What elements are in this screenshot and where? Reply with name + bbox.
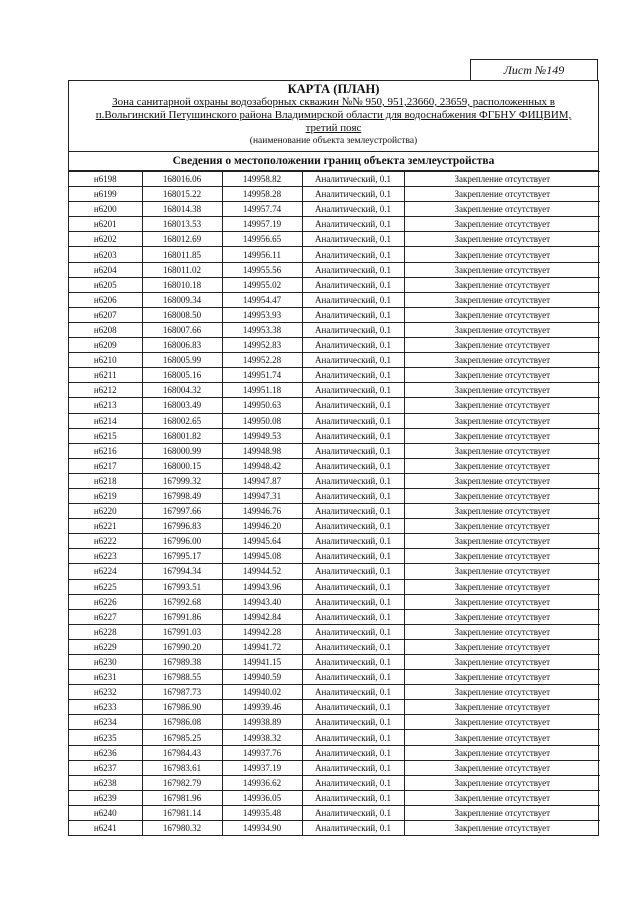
cell-coord-x: 167989.38: [142, 655, 222, 670]
cell-fixation: Закрепление отсутствует: [404, 488, 600, 503]
cell-point-name: н6217: [69, 458, 142, 473]
cell-point-name: н6199: [69, 187, 142, 202]
cell-method-accuracy: Аналитический, 0.1: [302, 338, 404, 353]
table-row: [69, 805, 600, 820]
cell-point-name: н6232: [69, 685, 142, 700]
coordinates-table: [69, 171, 600, 835]
cell-coord-y: 149945.08: [222, 549, 302, 564]
table-row: [69, 700, 600, 715]
table-row: [69, 730, 600, 745]
object-name-line-1: Зона санитарной охраны водозаборных скважин №№ 950, 951,23660, 23659, расположенных в: [112, 96, 555, 108]
cell-point-name: н6219: [69, 488, 142, 503]
cell-fixation: Закрепление отсутствует: [404, 187, 600, 202]
cell-coord-x: 167994.34: [142, 564, 222, 579]
cell-point-name: н6225: [69, 579, 142, 594]
cell-coord-x: 167982.79: [142, 775, 222, 790]
cell-method-accuracy: Аналитический, 0.1: [302, 504, 404, 519]
cell-coord-y: 149956.65: [222, 232, 302, 247]
cell-point-name: н6204: [69, 262, 142, 277]
table-row: [69, 202, 600, 217]
cell-fixation: Закрепление отсутствует: [404, 338, 600, 353]
table-row: [69, 609, 600, 624]
cell-coord-x: 167983.61: [142, 760, 222, 775]
cell-fixation: Закрепление отсутствует: [404, 670, 600, 685]
cell-point-name: н6233: [69, 700, 142, 715]
cell-coord-y: 149958.28: [222, 187, 302, 202]
cell-fixation: Закрепление отсутствует: [404, 700, 600, 715]
cell-coord-x: 168002.65: [142, 413, 222, 428]
cell-method-accuracy: Аналитический, 0.1: [302, 458, 404, 473]
cell-fixation: Закрепление отсутствует: [404, 579, 600, 594]
cell-method-accuracy: Аналитический, 0.1: [302, 488, 404, 503]
cell-coord-x: 167993.51: [142, 579, 222, 594]
cell-point-name: н6223: [69, 549, 142, 564]
cell-method-accuracy: Аналитический, 0.1: [302, 805, 404, 820]
cell-point-name: н6221: [69, 519, 142, 534]
cell-method-accuracy: Аналитический, 0.1: [302, 247, 404, 262]
cell-coord-x: 168001.82: [142, 428, 222, 443]
cell-point-name: н6227: [69, 609, 142, 624]
cell-coord-x: 167999.32: [142, 473, 222, 488]
cell-coord-y: 149950.63: [222, 398, 302, 413]
cell-coord-y: 149949.53: [222, 428, 302, 443]
table-row: [69, 685, 600, 700]
cell-coord-x: 167990.20: [142, 639, 222, 654]
cell-point-name: н6220: [69, 504, 142, 519]
cell-fixation: Закрепление отсутствует: [404, 262, 600, 277]
cell-fixation: Закрепление отсутствует: [404, 307, 600, 322]
cell-fixation: Закрепление отсутствует: [404, 534, 600, 549]
cell-coord-y: 149938.32: [222, 730, 302, 745]
cell-method-accuracy: Аналитический, 0.1: [302, 187, 404, 202]
cell-coord-y: 149951.74: [222, 368, 302, 383]
cell-coord-x: 167987.73: [142, 685, 222, 700]
cell-coord-y: 149937.19: [222, 760, 302, 775]
cell-fixation: Закрепление отсутствует: [404, 398, 600, 413]
cell-coord-y: 149950.08: [222, 413, 302, 428]
cell-coord-y: 149953.93: [222, 307, 302, 322]
cell-point-name: н6207: [69, 307, 142, 322]
cell-point-name: н6210: [69, 353, 142, 368]
cell-coord-x: 168009.34: [142, 292, 222, 307]
table-row: [69, 760, 600, 775]
cell-fixation: Закрепление отсутствует: [404, 413, 600, 428]
cell-coord-y: 149947.31: [222, 488, 302, 503]
table-row: [69, 232, 600, 247]
table-row: [69, 790, 600, 805]
cell-point-name: н6211: [69, 368, 142, 383]
cell-coord-y: 149948.42: [222, 458, 302, 473]
cell-fixation: Закрепление отсутствует: [404, 549, 600, 564]
cell-fixation: Закрепление отсутствует: [404, 473, 600, 488]
cell-fixation: Закрепление отсутствует: [404, 504, 600, 519]
cell-coord-x: 167981.96: [142, 790, 222, 805]
cell-coord-y: 149936.05: [222, 790, 302, 805]
cell-coord-y: 149952.28: [222, 353, 302, 368]
cell-coord-y: 149952.83: [222, 338, 302, 353]
cell-method-accuracy: Аналитический, 0.1: [302, 202, 404, 217]
cell-point-name: н6239: [69, 790, 142, 805]
cell-fixation: Закрепление отсутствует: [404, 685, 600, 700]
cell-fixation: Закрепление отсутствует: [404, 368, 600, 383]
cell-method-accuracy: Аналитический, 0.1: [302, 745, 404, 760]
cell-method-accuracy: Аналитический, 0.1: [302, 609, 404, 624]
table-row: [69, 670, 600, 685]
cell-method-accuracy: Аналитический, 0.1: [302, 277, 404, 292]
cell-coord-y: 149935.48: [222, 805, 302, 820]
cell-coord-x: 168008.50: [142, 307, 222, 322]
table-row: [69, 579, 600, 594]
cell-method-accuracy: Аналитический, 0.1: [302, 639, 404, 654]
cell-point-name: н6224: [69, 564, 142, 579]
cell-method-accuracy: Аналитический, 0.1: [302, 534, 404, 549]
cell-fixation: Закрепление отсутствует: [404, 624, 600, 639]
cell-fixation: Закрепление отсутствует: [404, 322, 600, 337]
cell-method-accuracy: Аналитический, 0.1: [302, 398, 404, 413]
cell-method-accuracy: Аналитический, 0.1: [302, 383, 404, 398]
sheet-number: Лист №149: [470, 59, 598, 81]
cell-point-name: н6206: [69, 292, 142, 307]
cell-point-name: н6215: [69, 428, 142, 443]
cell-method-accuracy: Аналитический, 0.1: [302, 564, 404, 579]
cell-coord-y: 149954.47: [222, 292, 302, 307]
cell-point-name: н6235: [69, 730, 142, 745]
cell-coord-y: 149941.15: [222, 655, 302, 670]
cell-fixation: Закрепление отсутствует: [404, 232, 600, 247]
table-row: [69, 292, 600, 307]
cell-coord-y: 149955.02: [222, 277, 302, 292]
cell-coord-x: 167992.68: [142, 594, 222, 609]
cell-fixation: Закрепление отсутствует: [404, 217, 600, 232]
table-row: [69, 172, 600, 187]
cell-coord-x: 168012.69: [142, 232, 222, 247]
cell-coord-x: 167997.66: [142, 504, 222, 519]
cell-coord-y: 149957.19: [222, 217, 302, 232]
cell-fixation: Закрепление отсутствует: [404, 775, 600, 790]
cell-coord-x: 168010.18: [142, 277, 222, 292]
cell-fixation: Закрепление отсутствует: [404, 353, 600, 368]
cell-coord-y: 149939.46: [222, 700, 302, 715]
table-row: [69, 458, 600, 473]
cell-point-name: н6240: [69, 805, 142, 820]
cell-coord-y: 149943.40: [222, 594, 302, 609]
cell-coord-x: 168006.83: [142, 338, 222, 353]
cell-point-name: н6203: [69, 247, 142, 262]
cell-point-name: н6214: [69, 413, 142, 428]
object-name-line-2: п.Вольгинский Петушинского района Владимирской области для водоснабжения ФГБНУ ФИЦВИМ,: [95, 109, 572, 121]
cell-coord-x: 168011.85: [142, 247, 222, 262]
table-row: [69, 488, 600, 503]
cell-method-accuracy: Аналитический, 0.1: [302, 232, 404, 247]
cell-coord-y: 149940.02: [222, 685, 302, 700]
cell-fixation: Закрепление отсутствует: [404, 760, 600, 775]
cell-method-accuracy: Аналитический, 0.1: [302, 790, 404, 805]
cell-fixation: Закрепление отсутствует: [404, 655, 600, 670]
cell-coord-x: 168000.15: [142, 458, 222, 473]
cell-coord-y: 149946.20: [222, 519, 302, 534]
cell-coord-y: 149946.76: [222, 504, 302, 519]
cell-method-accuracy: Аналитический, 0.1: [302, 443, 404, 458]
cell-point-name: н6198: [69, 172, 142, 187]
cell-coord-y: 149947.87: [222, 473, 302, 488]
cell-coord-x: 168000.99: [142, 443, 222, 458]
cell-point-name: н6201: [69, 217, 142, 232]
cell-coord-x: 168005.99: [142, 353, 222, 368]
cell-method-accuracy: Аналитический, 0.1: [302, 624, 404, 639]
document-header: [69, 81, 598, 152]
cell-method-accuracy: Аналитический, 0.1: [302, 700, 404, 715]
table-row: [69, 338, 600, 353]
cell-fixation: Закрепление отсутствует: [404, 428, 600, 443]
table-row: [69, 428, 600, 443]
cell-method-accuracy: Аналитический, 0.1: [302, 655, 404, 670]
cell-fixation: Закрепление отсутствует: [404, 443, 600, 458]
cell-method-accuracy: Аналитический, 0.1: [302, 368, 404, 383]
cell-method-accuracy: Аналитический, 0.1: [302, 413, 404, 428]
object-name-line-3: третий пояс: [305, 122, 362, 134]
table-row: [69, 368, 600, 383]
cell-coord-y: 149944.52: [222, 564, 302, 579]
cell-method-accuracy: Аналитический, 0.1: [302, 775, 404, 790]
table-row: [69, 262, 600, 277]
cell-method-accuracy: Аналитический, 0.1: [302, 730, 404, 745]
cell-fixation: Закрепление отсутствует: [404, 383, 600, 398]
cell-method-accuracy: Аналитический, 0.1: [302, 428, 404, 443]
cell-method-accuracy: Аналитический, 0.1: [302, 322, 404, 337]
cell-method-accuracy: Аналитический, 0.1: [302, 821, 404, 836]
table-row: [69, 639, 600, 654]
cell-point-name: н6205: [69, 277, 142, 292]
table-row: [69, 398, 600, 413]
cell-point-name: н6236: [69, 745, 142, 760]
cell-method-accuracy: Аналитический, 0.1: [302, 715, 404, 730]
cell-method-accuracy: Аналитический, 0.1: [302, 519, 404, 534]
table-row: [69, 443, 600, 458]
cell-method-accuracy: Аналитический, 0.1: [302, 217, 404, 232]
cell-coord-y: 149943.96: [222, 579, 302, 594]
cell-fixation: Закрепление отсутствует: [404, 172, 600, 187]
cell-method-accuracy: Аналитический, 0.1: [302, 549, 404, 564]
document: [68, 80, 599, 836]
coordinates-table-body: [69, 172, 600, 836]
cell-coord-x: 168003.49: [142, 398, 222, 413]
cell-fixation: Закрепление отсутствует: [404, 609, 600, 624]
table-row: [69, 383, 600, 398]
cell-coord-x: 168007.66: [142, 322, 222, 337]
cell-coord-x: 167985.25: [142, 730, 222, 745]
cell-point-name: н6234: [69, 715, 142, 730]
cell-point-name: н6202: [69, 232, 142, 247]
table-row: [69, 247, 600, 262]
cell-fixation: Закрепление отсутствует: [404, 247, 600, 262]
cell-point-name: н6216: [69, 443, 142, 458]
cell-fixation: Закрепление отсутствует: [404, 730, 600, 745]
cell-coord-x: 167998.49: [142, 488, 222, 503]
cell-coord-y: 149955.56: [222, 262, 302, 277]
cell-coord-x: 167995.17: [142, 549, 222, 564]
cell-point-name: н6229: [69, 639, 142, 654]
cell-fixation: Закрепление отсутствует: [404, 805, 600, 820]
cell-coord-x: 168013.53: [142, 217, 222, 232]
section-title: Сведения о местоположении границ объекта землеустройства: [69, 152, 598, 171]
table-row: [69, 217, 600, 232]
table-row: [69, 473, 600, 488]
cell-method-accuracy: Аналитический, 0.1: [302, 262, 404, 277]
cell-coord-y: 149938.89: [222, 715, 302, 730]
cell-coord-y: 149945.64: [222, 534, 302, 549]
cell-point-name: н6230: [69, 655, 142, 670]
cell-point-name: н6212: [69, 383, 142, 398]
cell-coord-x: 167986.08: [142, 715, 222, 730]
cell-fixation: Закрепление отсутствует: [404, 715, 600, 730]
cell-method-accuracy: Аналитический, 0.1: [302, 473, 404, 488]
table-row: [69, 775, 600, 790]
cell-coord-x: 168005.16: [142, 368, 222, 383]
object-name-caption: (наименование объекта землеустройства): [249, 136, 418, 146]
table-row: [69, 277, 600, 292]
cell-method-accuracy: Аналитический, 0.1: [302, 579, 404, 594]
cell-coord-y: 149934.90: [222, 821, 302, 836]
table-row: [69, 413, 600, 428]
table-row: [69, 519, 600, 534]
cell-point-name: н6238: [69, 775, 142, 790]
cell-coord-y: 149953.38: [222, 322, 302, 337]
table-row: [69, 594, 600, 609]
cell-coord-x: 167991.03: [142, 624, 222, 639]
cell-method-accuracy: Аналитический, 0.1: [302, 760, 404, 775]
cell-point-name: н6200: [69, 202, 142, 217]
cell-fixation: Закрепление отсутствует: [404, 639, 600, 654]
cell-point-name: н6209: [69, 338, 142, 353]
cell-coord-x: 168015.22: [142, 187, 222, 202]
cell-fixation: Закрепление отсутствует: [404, 594, 600, 609]
cell-coord-y: 149957.74: [222, 202, 302, 217]
cell-point-name: н6226: [69, 594, 142, 609]
cell-point-name: н6228: [69, 624, 142, 639]
cell-coord-y: 149942.28: [222, 624, 302, 639]
table-row: [69, 504, 600, 519]
cell-fixation: Закрепление отсутствует: [404, 821, 600, 836]
document-title: КАРТА (ПЛАН): [287, 82, 380, 96]
cell-coord-x: 167996.00: [142, 534, 222, 549]
cell-coord-y: 149948.98: [222, 443, 302, 458]
cell-method-accuracy: Аналитический, 0.1: [302, 172, 404, 187]
cell-method-accuracy: Аналитический, 0.1: [302, 292, 404, 307]
table-row: [69, 549, 600, 564]
cell-method-accuracy: Аналитический, 0.1: [302, 670, 404, 685]
cell-point-name: н6222: [69, 534, 142, 549]
cell-fixation: Закрепление отсутствует: [404, 519, 600, 534]
table-row: [69, 307, 600, 322]
cell-coord-y: 149956.11: [222, 247, 302, 262]
cell-coord-x: 168004.32: [142, 383, 222, 398]
cell-coord-y: 149940.59: [222, 670, 302, 685]
cell-point-name: н6241: [69, 821, 142, 836]
table-row: [69, 745, 600, 760]
cell-method-accuracy: Аналитический, 0.1: [302, 353, 404, 368]
table-row: [69, 821, 600, 836]
cell-coord-x: 167980.32: [142, 821, 222, 836]
cell-fixation: Закрепление отсутствует: [404, 277, 600, 292]
cell-coord-x: 167991.86: [142, 609, 222, 624]
cell-method-accuracy: Аналитический, 0.1: [302, 685, 404, 700]
table-row: [69, 715, 600, 730]
cell-coord-y: 149937.76: [222, 745, 302, 760]
cell-coord-x: 167986.90: [142, 700, 222, 715]
cell-fixation: Закрепление отсутствует: [404, 202, 600, 217]
cell-point-name: н6213: [69, 398, 142, 413]
table-row: [69, 624, 600, 639]
table-row: [69, 353, 600, 368]
cell-fixation: Закрепление отсутствует: [404, 292, 600, 307]
table-row: [69, 322, 600, 337]
cell-coord-x: 167984.43: [142, 745, 222, 760]
cell-coord-x: 167981.14: [142, 805, 222, 820]
cell-coord-x: 167996.83: [142, 519, 222, 534]
cell-fixation: Закрепление отсутствует: [404, 745, 600, 760]
cell-point-name: н6208: [69, 322, 142, 337]
table-row: [69, 534, 600, 549]
cell-fixation: Закрепление отсутствует: [404, 458, 600, 473]
cell-coord-y: 149951.18: [222, 383, 302, 398]
cell-point-name: н6231: [69, 670, 142, 685]
cell-fixation: Закрепление отсутствует: [404, 564, 600, 579]
cell-coord-y: 149958.82: [222, 172, 302, 187]
cell-coord-y: 149941.72: [222, 639, 302, 654]
cell-fixation: Закрепление отсутствует: [404, 790, 600, 805]
table-row: [69, 187, 600, 202]
cell-coord-y: 149936.62: [222, 775, 302, 790]
table-row: [69, 655, 600, 670]
cell-point-name: н6237: [69, 760, 142, 775]
cell-coord-x: 168014.38: [142, 202, 222, 217]
cell-coord-x: 168011.02: [142, 262, 222, 277]
cell-coord-x: 168016.06: [142, 172, 222, 187]
cell-coord-y: 149942.84: [222, 609, 302, 624]
cell-method-accuracy: Аналитический, 0.1: [302, 594, 404, 609]
cell-point-name: н6218: [69, 473, 142, 488]
cell-coord-x: 167988.55: [142, 670, 222, 685]
table-row: [69, 564, 600, 579]
cell-method-accuracy: Аналитический, 0.1: [302, 307, 404, 322]
